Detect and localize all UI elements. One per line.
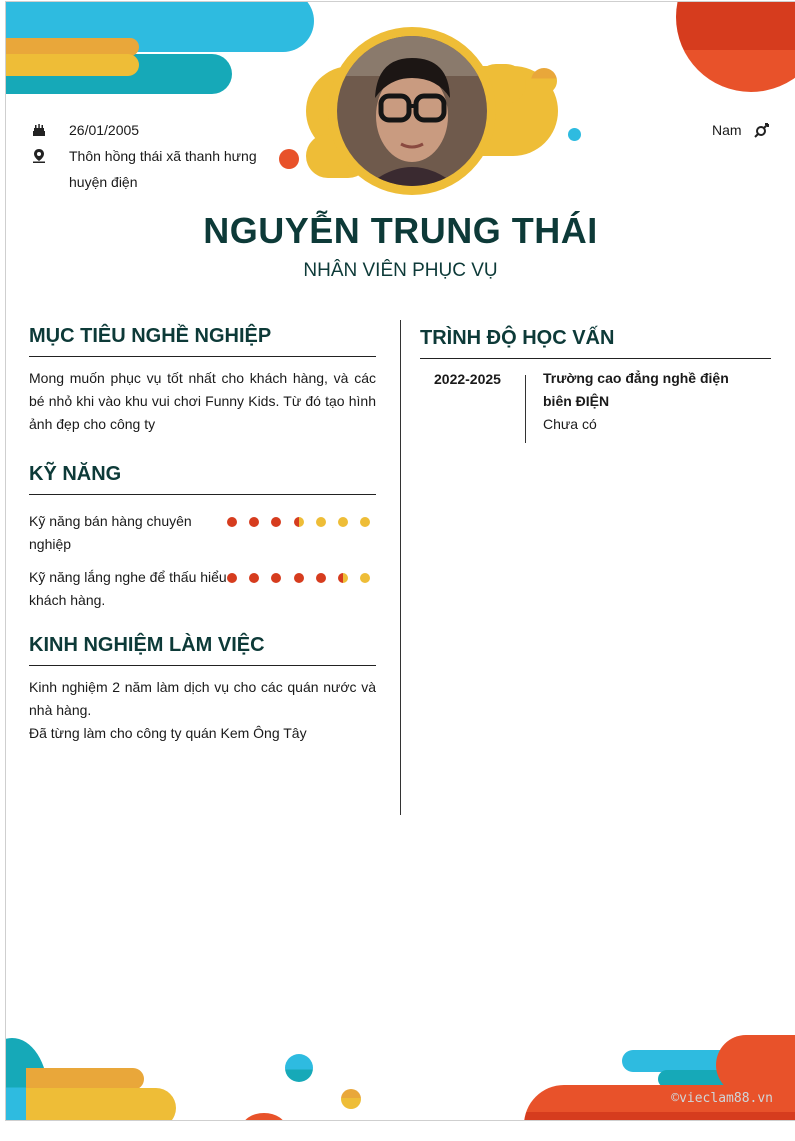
skill-name-1-line-1: Kỹ năng bán hàng chuyên: [29, 513, 192, 529]
deco-dot-blue: [568, 128, 581, 141]
location-pin-icon: [32, 149, 46, 163]
skill-rating-dot: [294, 517, 304, 527]
top-right-circle: [676, 1, 795, 92]
column-divider: [400, 320, 401, 815]
bottom-dot-yellow: [341, 1089, 361, 1109]
experience-divider: [29, 665, 376, 666]
address: [69, 143, 299, 195]
skill-rating-dot: [249, 517, 259, 527]
skill-rating-dot: [271, 517, 281, 527]
skill-rating-dot: [360, 517, 370, 527]
skill-name-2: [29, 566, 239, 612]
bottom-dot-blue: [285, 1054, 313, 1082]
education-school: Trường cao đẳng nghề điện biên ĐIỆN: [543, 370, 729, 409]
skills-divider: [29, 494, 376, 495]
skill-rating-dot: [249, 573, 259, 583]
skill-name-2-line-2: khách hàng.: [29, 592, 106, 608]
bottom-left-blob-orange: [26, 1068, 144, 1090]
skill-name-1-line-2: nghiệp: [29, 536, 72, 552]
deco-dot-yellow: [531, 68, 557, 94]
skill-rating-dot: [227, 517, 237, 527]
cv-page: [5, 1, 795, 1121]
education-divider: [420, 358, 771, 359]
bottom-left-blob-yellow: [26, 1088, 176, 1121]
objective-heading: MỤC TIÊU NGHỀ NGHIỆP: [29, 325, 272, 347]
skill-rating-dot: [338, 517, 348, 527]
education-timeline-line: [525, 375, 526, 443]
skill-name-2-line-1: Kỹ năng lắng nghe để thấu hiểu: [29, 569, 227, 585]
job-position: NHÂN VIÊN PHỤC VỤ: [303, 260, 498, 281]
birthday-cake-icon: [32, 123, 46, 137]
skill-rating-dot: [316, 517, 326, 527]
skill-rating-dot: [227, 573, 237, 583]
experience-heading: KINH NGHIỆM LÀM VIỆC: [29, 634, 265, 656]
gender: Nam: [712, 122, 742, 138]
address-line-1: Thôn hồng thái xã thanh hưng: [69, 148, 257, 164]
objective-text: Mong muốn phục vụ tốt nhất cho khách hàng, và các bé nhỏ khi vào khu vui chơi Funny Kids. Từ đó tạo hình ảnh đẹp cho công ty: [29, 370, 376, 432]
birthdate: 26/01/2005: [69, 122, 140, 138]
top-left-blob-yellow: [5, 54, 139, 76]
watermark: ©vieclam88.vn: [671, 1091, 773, 1106]
skills-heading: KỸ NĂNG: [29, 463, 122, 485]
avatar-photo: [337, 36, 487, 186]
experience-text: [29, 676, 376, 745]
experience-line-2: Đã từng làm cho công ty quán Kem Ông Tây: [29, 725, 307, 741]
education-note: Chưa có: [543, 416, 597, 432]
skill-rating-dot: [338, 573, 348, 583]
address-line-2: huyện điện: [69, 174, 138, 190]
bottom-dot-red: [242, 1113, 286, 1121]
skill-rating-dot: [360, 573, 370, 583]
skill-rating-dot: [316, 573, 326, 583]
objective-divider: [29, 356, 376, 357]
full-name: NGUYỄN TRUNG THÁI: [203, 210, 598, 251]
skill-rating-dot: [294, 573, 304, 583]
skill-rating-dot: [271, 573, 281, 583]
experience-line-1: Kinh nghiệm 2 năm làm dịch vụ cho các quán nước và nhà hàng.: [29, 679, 376, 718]
education-period: 2022-2025: [434, 371, 501, 387]
gender-icon: [754, 123, 770, 139]
skill-name-1: [29, 510, 229, 556]
education-heading: TRÌNH ĐỘ HỌC VẤN: [420, 327, 615, 349]
